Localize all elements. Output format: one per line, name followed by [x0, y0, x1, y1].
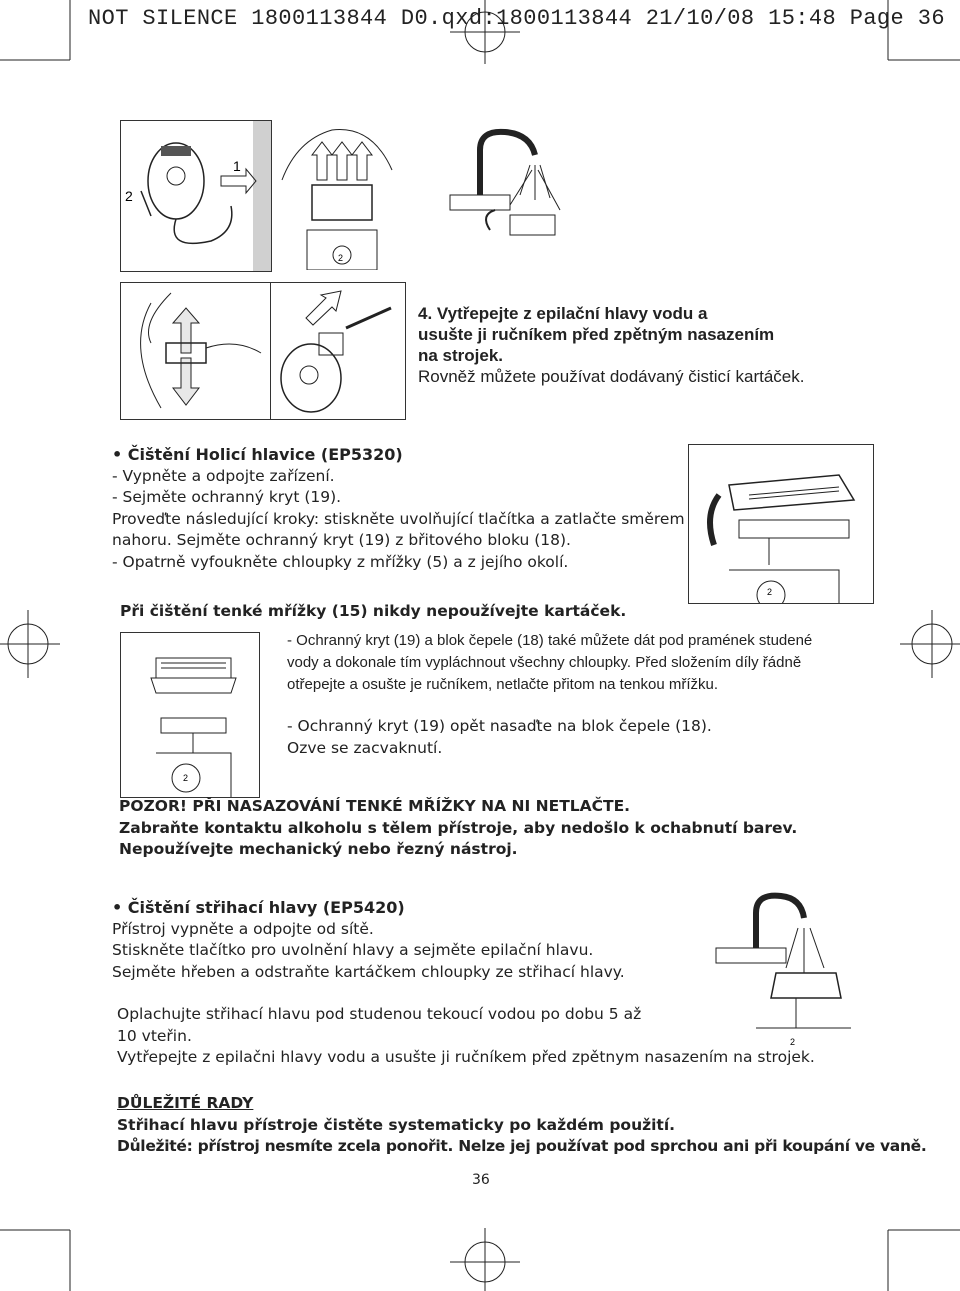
step-number-2: 2	[125, 188, 133, 204]
illustration-remove-head	[272, 120, 398, 270]
illustration-rinse-tap	[400, 120, 570, 270]
trimmer-rinse-line-2: 10 vteřin.	[117, 1026, 192, 1045]
trimmer-rinse-block	[117, 1004, 815, 1069]
shaver-section	[112, 444, 685, 573]
trimmer-line-1: Přístroj vypněte a odpojte od sítě.	[112, 919, 374, 938]
brush-warning: Při čištění tenké mřížky (15) nikdy nepoužívejte kartáček.	[120, 602, 627, 620]
tips-line-2: Důležité: přístroj nesmíte zcela ponořit. Nelze jej používat pod sprchou ani při koupání ve vaně.	[117, 1137, 927, 1155]
device-label-2: 2	[767, 587, 773, 597]
shaver-refit-line-1: - Ochranný kryt (19) opět nasaďte na blok čepele (18).	[287, 717, 712, 735]
step-4-line-1: 4. Vytřepejte z epilační hlavy vodu a	[418, 304, 708, 323]
step-4-line-3: na strojek.	[418, 346, 504, 365]
illustration-shaver-release	[688, 444, 874, 604]
print-slug-header: NOT SILENCE 1800113844 D0.qxd:1800113844 21/10/08 15:48 Page 36	[88, 6, 945, 31]
page-number: 36	[472, 1172, 490, 1188]
illustration-shake-head	[120, 282, 272, 420]
caution-line-2: Zabraňte kontaktu alkoholu s tělem přístroje, aby nedošlo k ochabnutí barev.	[119, 818, 798, 837]
shaver-refit-line-2: Ozve se zacvaknutí.	[287, 738, 443, 757]
shaver-refit-block	[287, 716, 712, 759]
shaver-line-1: - Vypněte a odpojte zařízení.	[112, 466, 335, 485]
illustration-brush-clean	[270, 282, 406, 420]
device-label-2: 2	[338, 253, 344, 263]
trimmer-section	[112, 897, 625, 983]
step-4-note: Rovněž můžete používat dodávaný čisticí kartáček.	[418, 367, 805, 386]
shaver-line-4: nahoru. Sejměte ochranný kryt (19) z břitového bloku (18).	[112, 531, 571, 549]
illustration-unplug	[120, 120, 272, 272]
illustration-shaver-parts	[120, 632, 260, 798]
trimmer-heading: • Čištění střihací hlavy (EP5420)	[112, 898, 405, 917]
caution-line-3: Nepoužívejte mechanický nebo řezný nástroj.	[119, 840, 518, 858]
shaver-line-5: - Opatrně vyfoukněte chloupky z mřížky (5) a z jejího okolí.	[112, 552, 569, 571]
tips-heading: DŮLEŽITÉ RADY	[117, 1094, 254, 1112]
shaver-rinse-line-1: - Ochranný kryt (19) a blok čepele (18) také můžete dát pod pramének studené	[287, 632, 813, 649]
shaver-rinse-line-2: vody a dokonale tím vypláchnout všechny chloupky. Před složením díly řádně	[287, 654, 802, 671]
shaver-heading: • Čištění Holicí hlavice (EP5320)	[112, 445, 403, 464]
trimmer-line-3: Sejměte hřeben a odstraňte kartáčkem chloupky ze střihací hlavy.	[112, 962, 625, 981]
trimmer-rinse-line-1: Oplachujte střihací hlavu pod studenou tekoucí vodou po dobu 5 až	[117, 1005, 642, 1023]
step-number-1: 1	[233, 158, 241, 174]
caution-block	[119, 796, 797, 861]
device-label-2: 2	[790, 1037, 796, 1047]
shaver-line-2: - Sejměte ochranný kryt (19).	[112, 488, 342, 506]
shaver-rinse-block	[287, 630, 812, 696]
shaver-rinse-line-3: otřepejte a osušte je ručníkem, netlačte přitom na tenkou mřížku.	[287, 676, 719, 693]
caution-line-1: POZOR! PŘI NASAZOVÁNÍ TENKÉ MŘÍŽKY NA NI NETLAČTE.	[119, 797, 631, 815]
tips-line-1: Střihací hlavu přístroje čistěte systematicky po každém použití.	[117, 1115, 676, 1134]
tips-block	[117, 1093, 926, 1158]
trimmer-line-2: Stiskněte tlačítko pro uvolnění hlavy a sejměte epilační hlavu.	[112, 941, 594, 959]
shaver-line-3: Proveďte následující kroky: stiskněte uvolňující tlačítka a zatlačte směrem	[112, 509, 685, 528]
step-4-block	[418, 303, 804, 387]
trimmer-rinse-line-3: Vytřepejte z epilačni hlavy vodu a usušte ji ručníkem před zpětnym nasazením na strojek.	[117, 1048, 815, 1066]
device-label-2: 2	[183, 773, 189, 783]
step-4-line-2: usušte ji ručníkem před zpětným nasazením	[418, 325, 775, 344]
